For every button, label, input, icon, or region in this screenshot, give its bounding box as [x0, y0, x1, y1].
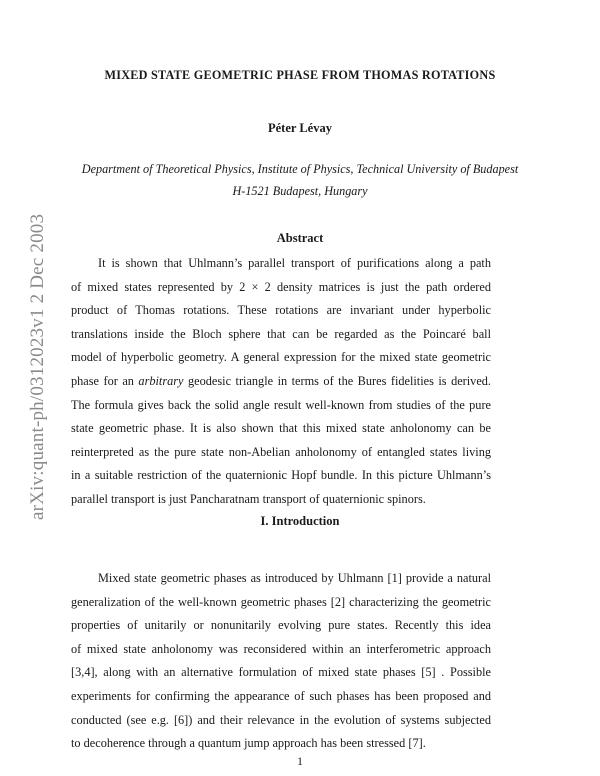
introduction-line: to decoherence through a quantum jump approach has been stressed [7].	[71, 736, 426, 751]
abstract-line: of mixed states represented by 2 × 2 density matrices is just the path ordered	[71, 279, 491, 294]
page-number: 1	[297, 754, 303, 768]
abstract-line-segment: geodesic triangle in terms of the Bures fidelities is derived.	[188, 373, 492, 388]
author-name: Péter Lévay	[268, 121, 332, 135]
introduction-line: Mixed state geometric phases as introduced by Uhlmann [1] provide a natural	[98, 571, 491, 585]
abstract-line: state geometric phase. It is also shown that this mixed state anholonomy can be	[71, 421, 491, 436]
abstract-line: in a suitable restriction of the quaternionic Hopf bundle. In this picture Uhlmann’s	[71, 468, 491, 483]
introduction-body	[71, 567, 491, 756]
abstract-line: It is shown that Uhlmann’s parallel transport of purifications along a path	[98, 256, 491, 270]
abstract-emphasis: arbitrary	[138, 373, 184, 388]
abstract-line	[71, 370, 491, 394]
affiliation-city: H-1521 Budapest, Hungary	[232, 184, 368, 198]
abstract-line: product of Thomas rotations. These rotations are invariant under hyperbolic	[71, 303, 491, 318]
abstract-heading: Abstract	[276, 231, 324, 245]
introduction-line: properties of unitarily or nonunitarily evolving pure states. Recently this idea	[71, 618, 491, 633]
abstract-body	[71, 252, 491, 512]
introduction-line: experiments for confirming the appearance of such phases has been proposed and	[71, 688, 491, 703]
author-affiliation	[0, 158, 580, 202]
arxiv-identifier-stamp[interactable]: arXiv:quant-ph/0312023v1 2 Dec 2003	[27, 213, 48, 520]
paper-title: MIXED STATE GEOMETRIC PHASE FROM THOMAS ROTATIONS	[104, 68, 496, 82]
abstract-line: parallel transport is just Pancharatnam transport of quaternionic spinors.	[71, 491, 426, 506]
introduction-line: [3,4], along with an alternative formulation of mixed state phases [5] . Possible	[71, 665, 491, 680]
introduction-line: generalization of the well-known geometric phases [2] characterizing the geometric	[71, 594, 491, 609]
abstract-line: The formula gives back the solid angle result well-known from studies of the pure	[71, 397, 491, 412]
abstract-line-segment: phase for an	[71, 373, 134, 388]
abstract-line: translations inside the Bloch sphere that can be regarded as the Poincaré ball	[71, 326, 491, 341]
introduction-line: conducted (see e.g. [6]) and their relevance in the evolution of systems subjected	[71, 712, 491, 727]
abstract-line: reinterpreted as the pure state non-Abelian anholonomy of entangled states living	[71, 444, 491, 459]
introduction-heading: I. Introduction	[260, 514, 340, 528]
abstract-line: model of hyperbolic geometry. A general expression for the mixed state geometric	[71, 350, 491, 365]
affiliation-department: Department of Theoretical Physics, Institute of Physics, Technical University of Budapest	[81, 162, 519, 176]
introduction-line: of mixed state anholonomy was reconsidered within an interferometric approach	[71, 641, 491, 656]
